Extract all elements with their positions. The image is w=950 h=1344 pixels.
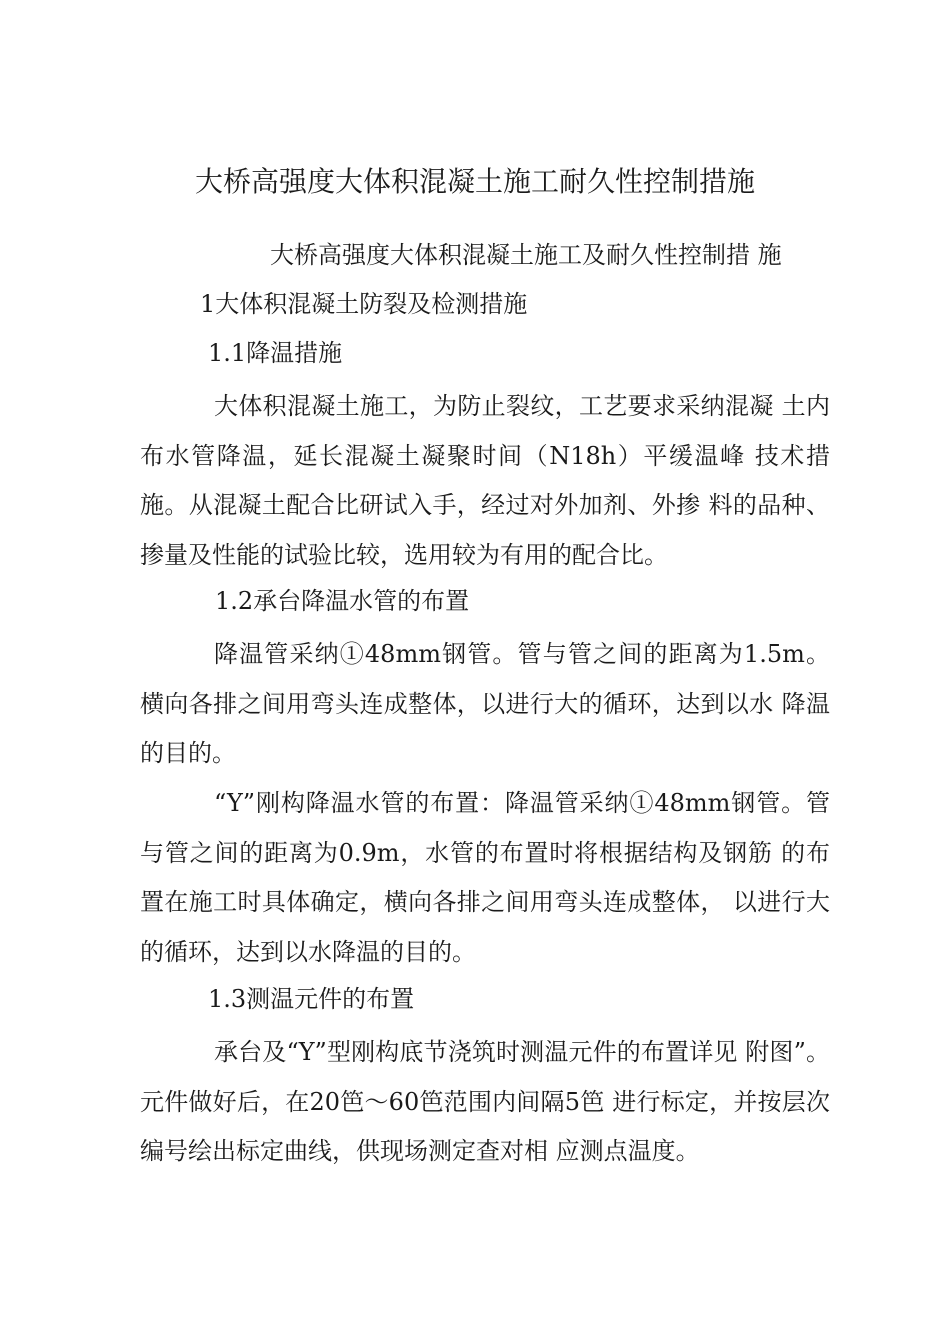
document-title: 大桥高强度大体积混凝土施工耐久性控制措施 <box>194 165 755 198</box>
section-1-1-paragraph: 大体积混凝土施工，为防止裂纹，工艺要求采纳混凝 土内布水管降温，延长混凝土凝聚时间（N18h）平缓温峰 技术措施。从混凝土配合比研试入手，经过对外加剂、外掺 料的品种、掺量及性能的试验比较，选用较为有用的配合比。 <box>140 392 830 569</box>
section-1-2-paragraph-2: “Y”刚构降温水管的布置：降温管采纳①48mm钢管。管与管之间的距离为0.9m，水管的布置时将根据结构及钢筋 的布置在施工时具体确定，横向各排之间用弯头连成整体， 以进行大的循环，达到以水降温的目的。 <box>140 789 830 966</box>
section-1-3-heading: 1.3测温元件的布置 <box>208 985 415 1013</box>
section-1-heading: 1大体积混凝土防裂及检测措施 <box>200 290 528 318</box>
section-1-2-heading: 1.2承台降温水管的布置 <box>215 587 470 615</box>
document-subtitle: 大桥高强度大体积混凝土施工及耐久性控制措 施 <box>270 241 782 269</box>
section-1-2-paragraph-1: 降温管采纳①48mm钢管。管与管之间的距离为1.5m。横向各排之间用弯头连成整体，以进行大的循环，达到以水 降温的目的。 <box>140 640 830 768</box>
section-1-1-heading: 1.1降温措施 <box>208 339 343 367</box>
section-1-3-paragraph: 承台及“Y”型刚构底节浇筑时测温元件的布置详见 附图”。元件做好后，在20笆〜60笆范围内间隔5笆 进行标定，并按层次编号绘出标定曲线，供现场测定查对相 应测点温度。 <box>140 1038 830 1166</box>
